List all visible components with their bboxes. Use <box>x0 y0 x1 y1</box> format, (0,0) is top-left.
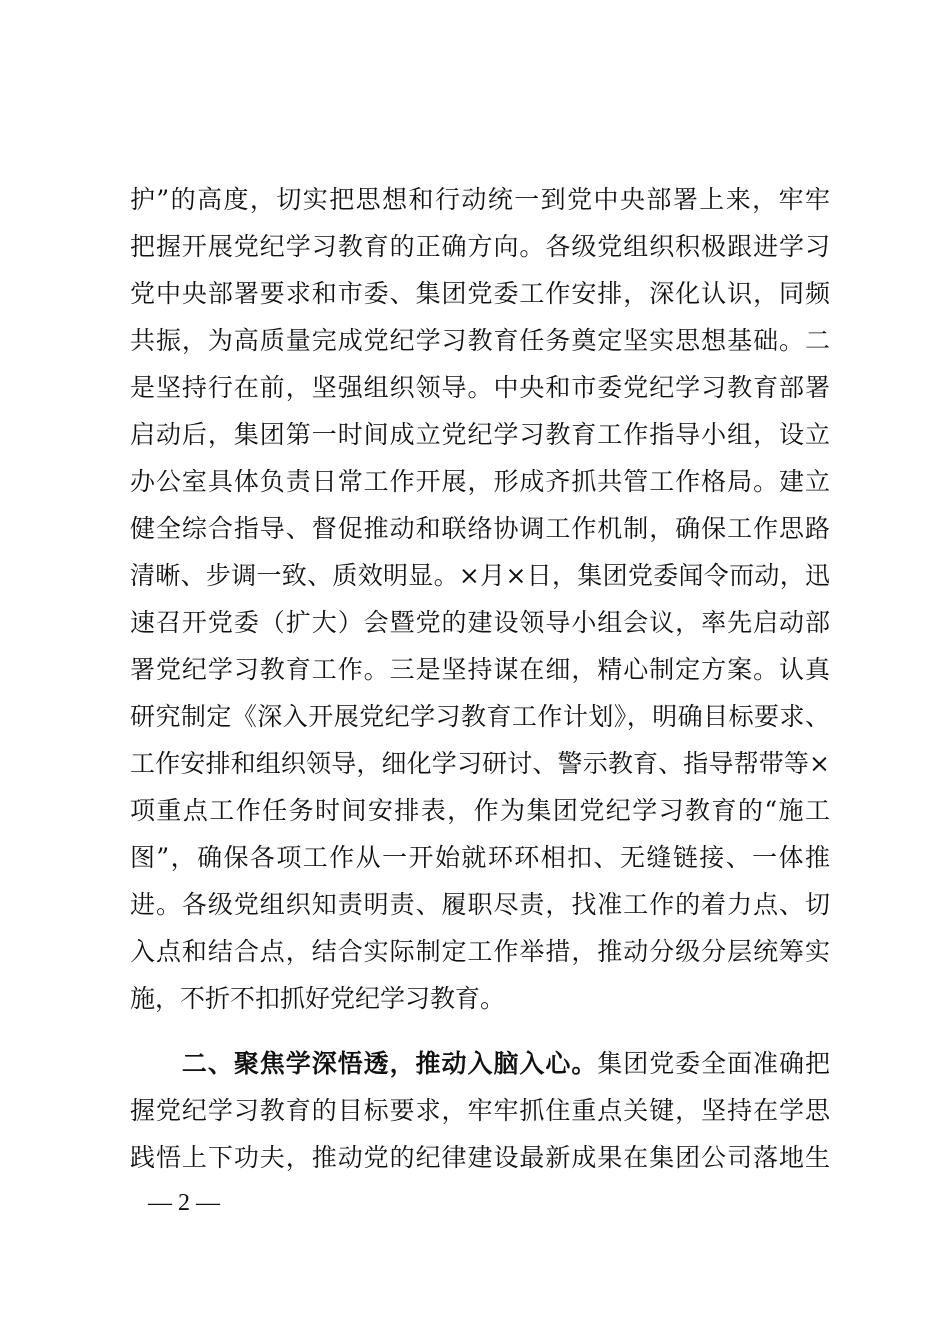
text-line: 施，不折不扣抓好党纪学习教育。 <box>130 984 506 1013</box>
text-line: 启动后，集团第一时间成立党纪学习教育工作指导小组，设立 <box>130 420 830 449</box>
text-line: 把握开展党纪学习教育的正确方向。各级党组织积极跟进学习 <box>130 232 830 261</box>
text-line: 入点和结合点，结合实际制定工作举措，推动分级分层统筹实 <box>130 937 830 966</box>
text-line: 清晰、步调一致、质效明显。×月×日，集团党委闻令而动，迅 <box>130 561 830 590</box>
text-line: 党中央部署要求和市委、集团党委工作安排，深化认识，同频 <box>130 279 830 308</box>
page-number: — 2 — <box>148 1190 220 1216</box>
text-line: 项重点工作任务时间安排表，作为集团党纪学习教育的“施工 <box>130 796 830 825</box>
text-line: 健全综合指导、督促推动和联络协调工作机制，确保工作思路 <box>130 514 830 543</box>
text-line: 握党纪学习教育的目标要求，牢牢抓住重点关键，坚持在学思 <box>130 1096 830 1125</box>
text-line: 速召开党委（扩大）会暨党的建设领导小组会议，率先启动部 <box>130 608 830 637</box>
section-heading: 二、聚焦学深悟透，推动入脑入心。 <box>181 1049 598 1078</box>
text-line: 工作安排和组织领导，细化学习研讨、警示教育、指导帮带等× <box>130 749 830 778</box>
text-line: 护”的高度，切实把思想和行动统一到党中央部署上来，牢牢 <box>130 185 830 214</box>
heading-line-rest: 集团党委全面准确把 <box>597 1049 830 1078</box>
text-line: 共振，为高质量完成党纪学习教育任务奠定坚实思想基础。二 <box>130 326 830 355</box>
text-line: 践悟上下功夫，推动党的纪律建设最新成果在集团公司落地生 <box>130 1143 830 1172</box>
text-line: 图”，确保各项工作从一开始就环环相扣、无缝链接、一体推 <box>130 843 830 872</box>
text-line: 署党纪学习教育工作。三是坚持谋在细，精心制定方案。认真 <box>130 655 830 684</box>
text-line: 是坚持行在前，坚强组织领导。中央和市委党纪学习教育部署 <box>130 373 830 402</box>
section-heading-line <box>130 1040 830 1087</box>
body-text <box>130 176 830 1181</box>
text-line: 进。各级党组织知责明责、履职尽责，找准工作的着力点、切 <box>130 890 830 919</box>
text-line: 研究制定《深入开展党纪学习教育工作计划》，明确目标要求、 <box>130 702 830 731</box>
text-line: 办公室具体负责日常工作开展，形成齐抓共管工作格局。建立 <box>130 467 830 496</box>
paragraph-indent <box>130 1049 182 1078</box>
